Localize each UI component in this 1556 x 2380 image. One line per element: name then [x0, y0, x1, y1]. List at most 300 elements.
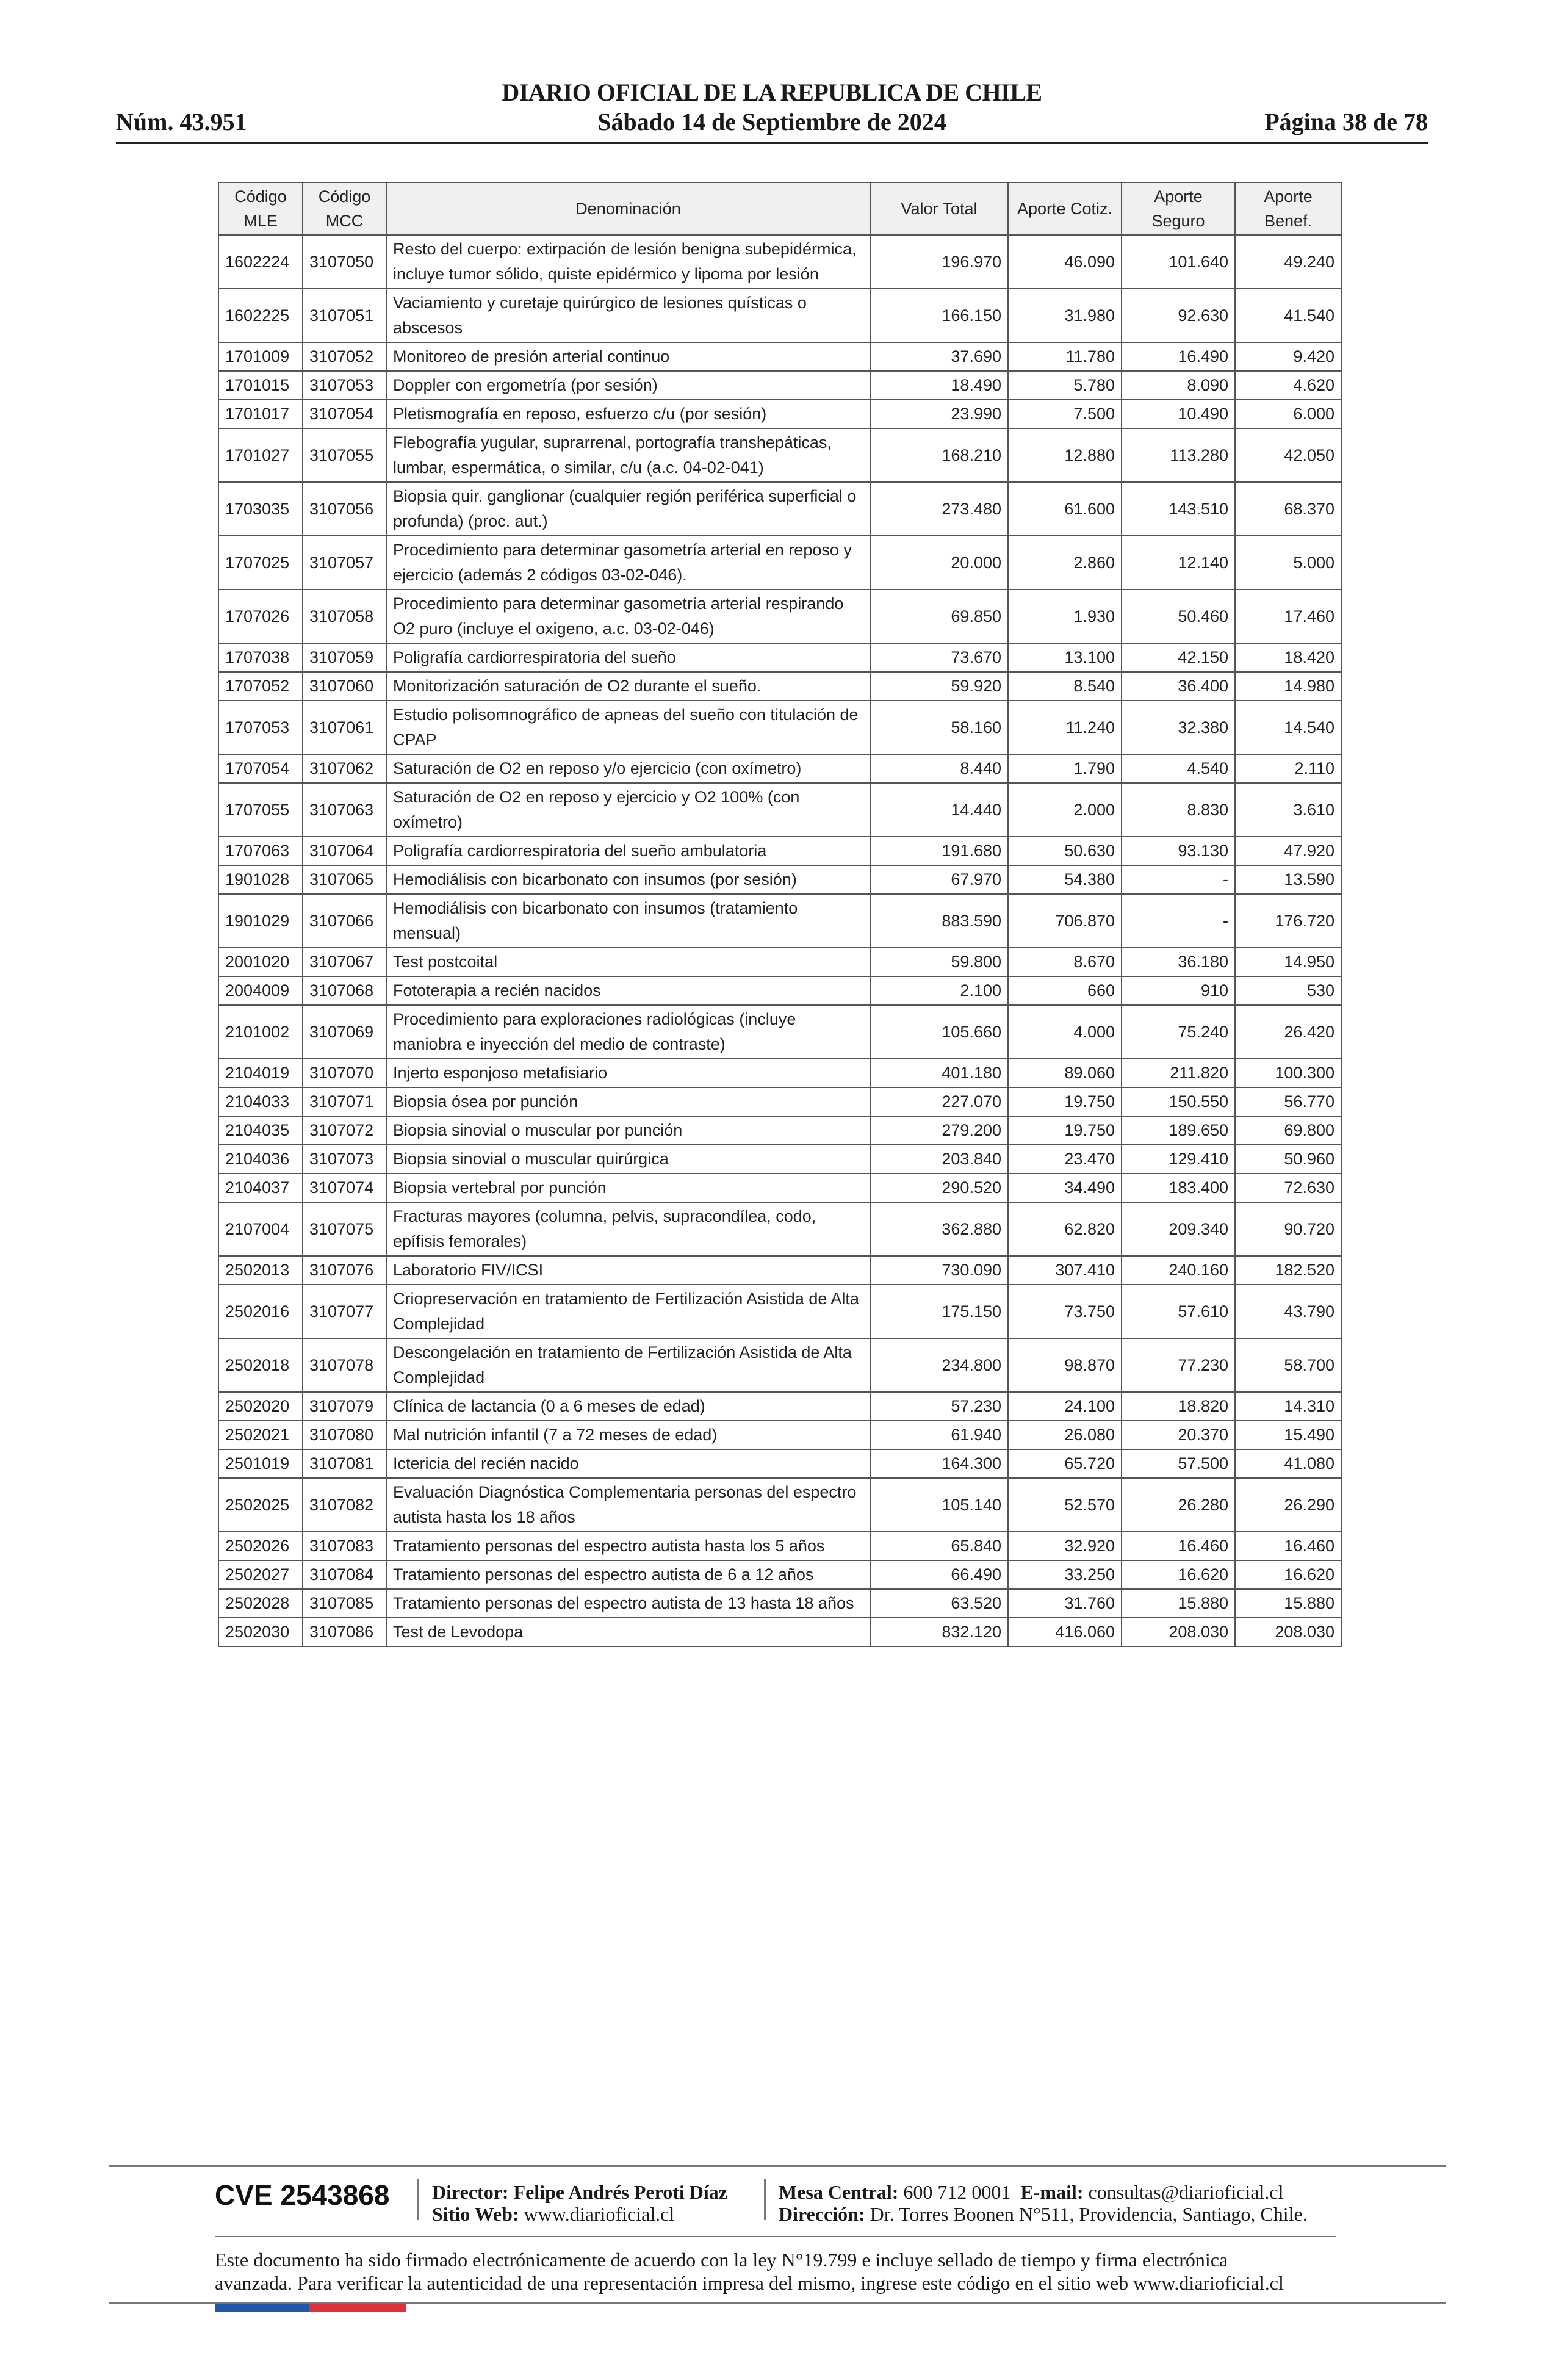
cell-codigo-mle: 2101002 [218, 1005, 303, 1059]
cell-aporte-cotiz: 19.750 [1008, 1116, 1122, 1145]
cell-aporte-seguro: 910 [1122, 976, 1235, 1005]
address-value: Dr. Torres Boonen N°511, Providencia, Santiago, Chile. [870, 2203, 1308, 2225]
cell-codigo-mcc: 3107079 [303, 1392, 386, 1421]
cell-codigo-mcc: 3107054 [303, 400, 386, 428]
mesa-value: 600 712 0001 [903, 2181, 1011, 2203]
cell-aporte-seguro: 18.820 [1122, 1392, 1235, 1421]
cell-denominacion: Ictericia del recién nacido [386, 1449, 870, 1478]
cell-denominacion: Vaciamiento y curetaje quirúrgico de lesiones quísticas o abscesos [386, 289, 870, 342]
table-row [218, 1532, 1341, 1560]
cell-valor-total: 191.680 [870, 837, 1008, 865]
cell-aporte-seguro: 36.400 [1122, 672, 1235, 701]
cell-codigo-mle: 2502025 [218, 1478, 303, 1532]
legal-notice [215, 2248, 1350, 2295]
cell-codigo-mcc: 3107077 [303, 1285, 386, 1338]
director-name: Felipe Andrés Peroti Díaz [513, 2181, 727, 2203]
cell-aporte-seguro: 42.150 [1122, 643, 1235, 672]
cell-aporte-cotiz: 52.570 [1008, 1478, 1122, 1532]
table-row [218, 701, 1341, 754]
cell-aporte-seguro: 113.280 [1122, 428, 1235, 482]
cell-codigo-mcc: 3107075 [303, 1202, 386, 1256]
cell-denominacion: Evaluación Diagnóstica Complementaria personas del espectro autista hasta los 18 años [386, 1478, 870, 1532]
cell-aporte-benef: 14.310 [1235, 1392, 1341, 1421]
cell-valor-total: 73.670 [870, 643, 1008, 672]
table-row [218, 342, 1341, 371]
cell-aporte-benef: 72.630 [1235, 1174, 1341, 1202]
cell-codigo-mcc: 3107071 [303, 1087, 386, 1116]
cell-aporte-benef: 41.540 [1235, 289, 1341, 342]
cell-denominacion: Tratamiento personas del espectro autista hasta los 5 años [386, 1532, 870, 1560]
cell-codigo-mle: 2502028 [218, 1589, 303, 1618]
cell-codigo-mle: 2502026 [218, 1532, 303, 1560]
cell-codigo-mcc: 3107078 [303, 1338, 386, 1392]
cell-codigo-mcc: 3107073 [303, 1145, 386, 1174]
table-row [218, 1005, 1341, 1059]
flag-bar-red [309, 2304, 406, 2312]
header-aporte-seguro: Aporte Seguro [1122, 182, 1235, 235]
cell-denominacion: Criopreservación en tratamiento de Fertilización Asistida de Alta Complejidad [386, 1285, 870, 1338]
cell-aporte-benef: 68.370 [1235, 482, 1341, 536]
cell-aporte-cotiz: 706.870 [1008, 894, 1122, 948]
cell-aporte-cotiz: 62.820 [1008, 1202, 1122, 1256]
cell-denominacion: Clínica de lactancia (0 a 6 meses de edad) [386, 1392, 870, 1421]
issue-number: Núm. 43.951 [116, 108, 247, 135]
footer-director-block [432, 2181, 727, 2225]
cell-valor-total: 59.920 [870, 672, 1008, 701]
legal-line-1: Este documento ha sido firmado electrónicamente de acuerdo con la ley N°19.799 e incluye sellado de tiempo y firma electrónica [215, 2249, 1228, 2271]
cell-aporte-seguro: 208.030 [1122, 1618, 1235, 1646]
cell-aporte-cotiz: 2.000 [1008, 783, 1122, 837]
cell-valor-total: 168.210 [870, 428, 1008, 482]
cell-denominacion: Fracturas mayores (columna, pelvis, supracondílea, codo, epífisis femorales) [386, 1202, 870, 1256]
cell-aporte-cotiz: 34.490 [1008, 1174, 1122, 1202]
cell-aporte-seguro: 240.160 [1122, 1256, 1235, 1285]
cell-aporte-cotiz: 2.860 [1008, 536, 1122, 590]
cell-codigo-mcc: 3107085 [303, 1589, 386, 1618]
table-row [218, 894, 1341, 948]
cell-codigo-mle: 1701009 [218, 342, 303, 371]
header-aporte-benef: Aporte Benef. [1235, 182, 1341, 235]
footer-contact-block [779, 2181, 1308, 2225]
table-row [218, 428, 1341, 482]
table-row [218, 1449, 1341, 1478]
table-row [218, 536, 1341, 590]
cell-valor-total: 832.120 [870, 1618, 1008, 1646]
cell-denominacion: Injerto esponjoso metafisiario [386, 1059, 870, 1087]
cell-valor-total: 61.940 [870, 1421, 1008, 1449]
cell-aporte-cotiz: 73.750 [1008, 1285, 1122, 1338]
cell-codigo-mle: 2501019 [218, 1449, 303, 1478]
table-row [218, 1285, 1341, 1338]
cell-aporte-benef: 26.420 [1235, 1005, 1341, 1059]
cell-denominacion: Biopsia sinovial o muscular quirúrgica [386, 1145, 870, 1174]
cell-aporte-seguro: 10.490 [1122, 400, 1235, 428]
cell-aporte-cotiz: 11.780 [1008, 342, 1122, 371]
cell-codigo-mle: 2502020 [218, 1392, 303, 1421]
cell-codigo-mle: 1707025 [218, 536, 303, 590]
cell-denominacion: Test de Levodopa [386, 1618, 870, 1646]
cell-codigo-mle: 2502027 [218, 1560, 303, 1589]
cell-valor-total: 401.180 [870, 1059, 1008, 1087]
cell-aporte-cotiz: 1.790 [1008, 754, 1122, 783]
cell-aporte-cotiz: 65.720 [1008, 1449, 1122, 1478]
cell-valor-total: 234.800 [870, 1338, 1008, 1392]
cell-codigo-mcc: 3107050 [303, 235, 386, 289]
cell-valor-total: 730.090 [870, 1256, 1008, 1285]
cell-valor-total: 105.140 [870, 1478, 1008, 1532]
cell-codigo-mcc: 3107056 [303, 482, 386, 536]
header-rule [116, 142, 1428, 144]
cell-valor-total: 67.970 [870, 865, 1008, 894]
cell-aporte-benef: 50.960 [1235, 1145, 1341, 1174]
cell-denominacion: Biopsia vertebral por punción [386, 1174, 870, 1202]
cell-aporte-cotiz: 23.470 [1008, 1145, 1122, 1174]
cell-codigo-mle: 2502016 [218, 1285, 303, 1338]
cell-aporte-benef: 14.980 [1235, 672, 1341, 701]
cell-codigo-mle: 1707054 [218, 754, 303, 783]
cell-aporte-seguro: - [1122, 894, 1235, 948]
cell-aporte-seguro: - [1122, 865, 1235, 894]
table-header-row [218, 182, 1341, 235]
cell-codigo-mcc: 3107086 [303, 1618, 386, 1646]
cell-denominacion: Monitoreo de presión arterial continuo [386, 342, 870, 371]
cell-valor-total: 8.440 [870, 754, 1008, 783]
table-row [218, 672, 1341, 701]
cell-valor-total: 14.440 [870, 783, 1008, 837]
cell-aporte-cotiz: 31.980 [1008, 289, 1122, 342]
cell-denominacion: Fototerapia a recién nacidos [386, 976, 870, 1005]
cell-codigo-mle: 2104019 [218, 1059, 303, 1087]
cell-denominacion: Monitorización saturación de O2 durante el sueño. [386, 672, 870, 701]
table-body [218, 235, 1341, 1646]
table-row [218, 400, 1341, 428]
table-row [218, 1087, 1341, 1116]
cell-codigo-mcc: 3107084 [303, 1560, 386, 1589]
cell-codigo-mle: 1707052 [218, 672, 303, 701]
cell-aporte-seguro: 209.340 [1122, 1202, 1235, 1256]
cell-codigo-mle: 1602224 [218, 235, 303, 289]
cell-aporte-benef: 26.290 [1235, 1478, 1341, 1532]
cell-aporte-benef: 41.080 [1235, 1449, 1341, 1478]
cell-denominacion: Test postcoital [386, 948, 870, 976]
cell-codigo-mle: 1707026 [218, 590, 303, 643]
cell-codigo-mle: 2104036 [218, 1145, 303, 1174]
cell-aporte-benef: 15.880 [1235, 1589, 1341, 1618]
table-row [218, 643, 1341, 672]
cell-valor-total: 23.990 [870, 400, 1008, 428]
cell-valor-total: 279.200 [870, 1116, 1008, 1145]
cell-aporte-seguro: 150.550 [1122, 1087, 1235, 1116]
cell-aporte-benef: 14.540 [1235, 701, 1341, 754]
cell-codigo-mle: 2107004 [218, 1202, 303, 1256]
cell-aporte-cotiz: 11.240 [1008, 701, 1122, 754]
cell-aporte-seguro: 8.830 [1122, 783, 1235, 837]
table-row [218, 865, 1341, 894]
table-row [218, 1145, 1341, 1174]
cell-codigo-mcc: 3107066 [303, 894, 386, 948]
cell-aporte-seguro: 101.640 [1122, 235, 1235, 289]
cell-valor-total: 227.070 [870, 1087, 1008, 1116]
cell-codigo-mcc: 3107065 [303, 865, 386, 894]
cell-denominacion: Biopsia sinovial o muscular por punción [386, 1116, 870, 1145]
newspaper-title: DIARIO OFICIAL DE LA REPUBLICA DE CHILE [502, 79, 1042, 106]
table-row [218, 1392, 1341, 1421]
mesa-label: Mesa Central: [779, 2181, 899, 2203]
cell-aporte-seguro: 183.400 [1122, 1174, 1235, 1202]
cell-codigo-mcc: 3107069 [303, 1005, 386, 1059]
cell-aporte-cotiz: 307.410 [1008, 1256, 1122, 1285]
cell-valor-total: 58.160 [870, 701, 1008, 754]
cell-denominacion: Hemodiálisis con bicarbonato con insumos (por sesión) [386, 865, 870, 894]
cell-codigo-mle: 1707055 [218, 783, 303, 837]
cell-denominacion: Biopsia ósea por punción [386, 1087, 870, 1116]
cell-codigo-mcc: 3107070 [303, 1059, 386, 1087]
cell-valor-total: 362.880 [870, 1202, 1008, 1256]
cell-aporte-seguro: 57.610 [1122, 1285, 1235, 1338]
header-valor-total: Valor Total [870, 182, 1008, 235]
cell-aporte-benef: 17.460 [1235, 590, 1341, 643]
cell-aporte-cotiz: 416.060 [1008, 1618, 1122, 1646]
cell-aporte-benef: 530 [1235, 976, 1341, 1005]
cell-aporte-seguro: 32.380 [1122, 701, 1235, 754]
director-label: Director: [432, 2181, 509, 2203]
table-row [218, 235, 1341, 289]
cell-valor-total: 203.840 [870, 1145, 1008, 1174]
cell-denominacion: Procedimiento para determinar gasometría arterial en reposo y ejercicio (además 2 códigos 03-02-046). [386, 536, 870, 590]
cell-aporte-benef: 15.490 [1235, 1421, 1341, 1449]
cell-aporte-seguro: 92.630 [1122, 289, 1235, 342]
cell-aporte-seguro: 189.650 [1122, 1116, 1235, 1145]
cell-denominacion: Descongelación en tratamiento de Fertilización Asistida de Alta Complejidad [386, 1338, 870, 1392]
cell-aporte-seguro: 26.280 [1122, 1478, 1235, 1532]
cell-valor-total: 175.150 [870, 1285, 1008, 1338]
cell-valor-total: 273.480 [870, 482, 1008, 536]
cell-codigo-mcc: 3107074 [303, 1174, 386, 1202]
cell-aporte-benef: 6.000 [1235, 400, 1341, 428]
cell-codigo-mle: 2502018 [218, 1338, 303, 1392]
table-row [218, 783, 1341, 837]
cell-codigo-mcc: 3107060 [303, 672, 386, 701]
footer-rule-middle [215, 2236, 1336, 2237]
table-row [218, 590, 1341, 643]
cell-aporte-cotiz: 89.060 [1008, 1059, 1122, 1087]
cell-aporte-seguro: 57.500 [1122, 1449, 1235, 1478]
cell-valor-total: 69.850 [870, 590, 1008, 643]
table-row [218, 1059, 1341, 1087]
cell-codigo-mcc: 3107062 [303, 754, 386, 783]
cell-aporte-benef: 47.920 [1235, 837, 1341, 865]
cell-aporte-seguro: 8.090 [1122, 371, 1235, 400]
cell-aporte-cotiz: 1.930 [1008, 590, 1122, 643]
cell-denominacion: Biopsia quir. ganglionar (cualquier región periférica superficial o profunda) (proc. aut.) [386, 482, 870, 536]
cell-valor-total: 66.490 [870, 1560, 1008, 1589]
cell-aporte-benef: 18.420 [1235, 643, 1341, 672]
cell-denominacion: Poligrafía cardiorrespiratoria del sueño [386, 643, 870, 672]
cell-aporte-benef: 14.950 [1235, 948, 1341, 976]
cell-aporte-seguro: 16.620 [1122, 1560, 1235, 1589]
page-header [116, 78, 1428, 145]
cell-aporte-seguro: 36.180 [1122, 948, 1235, 976]
cell-codigo-mle: 2502021 [218, 1421, 303, 1449]
cell-codigo-mcc: 3107058 [303, 590, 386, 643]
cell-denominacion: Laboratorio FIV/ICSI [386, 1256, 870, 1285]
table-row [218, 1116, 1341, 1145]
cell-aporte-seguro: 15.880 [1122, 1589, 1235, 1618]
cell-aporte-cotiz: 4.000 [1008, 1005, 1122, 1059]
cell-codigo-mle: 2001020 [218, 948, 303, 976]
address-label: Dirección: [779, 2203, 865, 2225]
cell-valor-total: 166.150 [870, 289, 1008, 342]
cell-codigo-mle: 2104033 [218, 1087, 303, 1116]
cve-code: CVE 2543868 [215, 2179, 390, 2211]
cell-aporte-benef: 16.460 [1235, 1532, 1341, 1560]
cell-valor-total: 57.230 [870, 1392, 1008, 1421]
cell-aporte-seguro: 20.370 [1122, 1421, 1235, 1449]
cell-codigo-mcc: 3107051 [303, 289, 386, 342]
cell-aporte-cotiz: 98.870 [1008, 1338, 1122, 1392]
cell-denominacion: Tratamiento personas del espectro autista de 13 hasta 18 años [386, 1589, 870, 1618]
cell-codigo-mcc: 3107068 [303, 976, 386, 1005]
cell-codigo-mle: 1701015 [218, 371, 303, 400]
cell-aporte-benef: 182.520 [1235, 1256, 1341, 1285]
cell-denominacion: Resto del cuerpo: extirpación de lesión benigna subepidérmica, incluye tumor sólido, quiste epidérmico y lipoma por lesión [386, 235, 870, 289]
cell-valor-total: 37.690 [870, 342, 1008, 371]
cell-aporte-cotiz: 32.920 [1008, 1532, 1122, 1560]
cell-aporte-benef: 56.770 [1235, 1087, 1341, 1116]
web-label: Sitio Web: [432, 2203, 519, 2225]
tariff-table [218, 182, 1342, 1647]
cell-aporte-seguro: 12.140 [1122, 536, 1235, 590]
cell-codigo-mcc: 3107057 [303, 536, 386, 590]
cell-aporte-cotiz: 8.670 [1008, 948, 1122, 976]
table-row [218, 1589, 1341, 1618]
cell-denominacion: Flebografía yugular, suprarrenal, portografía transhepáticas, lumbar, espermática, o similar, c/u (a.c. 04-02-041) [386, 428, 870, 482]
cell-aporte-cotiz: 61.600 [1008, 482, 1122, 536]
cell-aporte-seguro: 211.820 [1122, 1059, 1235, 1087]
cell-aporte-cotiz: 13.100 [1008, 643, 1122, 672]
cell-denominacion: Poligrafía cardiorrespiratoria del sueño ambulatoria [386, 837, 870, 865]
table-row [218, 371, 1341, 400]
cell-aporte-benef: 3.610 [1235, 783, 1341, 837]
web-value: www.diarioficial.cl [524, 2203, 675, 2225]
cell-denominacion: Procedimiento para determinar gasometría arterial respirando O2 puro (incluye el oxigeno, a.c. 03-02-046) [386, 590, 870, 643]
cell-aporte-cotiz: 5.780 [1008, 371, 1122, 400]
cell-valor-total: 59.800 [870, 948, 1008, 976]
header-codigo-mcc: Código MCC [303, 182, 386, 235]
legal-line-2: avanzada. Para verificar la autenticidad de una representación impresa del mismo, ingrese este código en el sitio web www.diarioficial.cl [215, 2272, 1284, 2294]
cell-valor-total: 105.660 [870, 1005, 1008, 1059]
table-row [218, 1478, 1341, 1532]
cell-aporte-benef: 2.110 [1235, 754, 1341, 783]
header-codigo-mle: Código MLE [218, 182, 303, 235]
table-row [218, 1174, 1341, 1202]
cell-codigo-mle: 2502013 [218, 1256, 303, 1285]
cell-codigo-mle: 1701027 [218, 428, 303, 482]
email-label: E-mail: [1020, 2181, 1084, 2203]
cell-codigo-mcc: 3107055 [303, 428, 386, 482]
page-number: Página 38 de 78 [1264, 108, 1428, 135]
email-value: consultas@diarioficial.cl [1088, 2181, 1284, 2203]
cell-codigo-mcc: 3107080 [303, 1421, 386, 1449]
cell-aporte-seguro: 4.540 [1122, 754, 1235, 783]
cell-denominacion: Estudio polisomnográfico de apneas del sueño con titulación de CPAP [386, 701, 870, 754]
cell-aporte-cotiz: 12.880 [1008, 428, 1122, 482]
cell-aporte-seguro: 129.410 [1122, 1145, 1235, 1174]
cell-denominacion: Saturación de O2 en reposo y/o ejercicio (con oxímetro) [386, 754, 870, 783]
cell-aporte-benef: 43.790 [1235, 1285, 1341, 1338]
cell-codigo-mcc: 3107059 [303, 643, 386, 672]
footer-separator [417, 2179, 419, 2220]
footer-rule-top [109, 2165, 1446, 2167]
cell-aporte-seguro: 75.240 [1122, 1005, 1235, 1059]
cell-codigo-mle: 1901028 [218, 865, 303, 894]
cell-codigo-mcc: 3107052 [303, 342, 386, 371]
cell-codigo-mcc: 3107082 [303, 1478, 386, 1532]
cell-aporte-cotiz: 660 [1008, 976, 1122, 1005]
table-row [218, 1560, 1341, 1589]
cell-codigo-mcc: 3107064 [303, 837, 386, 865]
header-denominacion: Denominación [386, 182, 870, 235]
cell-valor-total: 290.520 [870, 1174, 1008, 1202]
cell-codigo-mle: 1602225 [218, 289, 303, 342]
cell-aporte-seguro: 143.510 [1122, 482, 1235, 536]
cell-aporte-benef: 176.720 [1235, 894, 1341, 948]
footer-separator [764, 2179, 766, 2220]
cell-valor-total: 18.490 [870, 371, 1008, 400]
issue-date: Sábado 14 de Septiembre de 2024 [597, 108, 946, 135]
cell-aporte-benef: 69.800 [1235, 1116, 1341, 1145]
cell-aporte-seguro: 50.460 [1122, 590, 1235, 643]
cell-codigo-mle: 2004009 [218, 976, 303, 1005]
cell-codigo-mle: 2104037 [218, 1174, 303, 1202]
cell-denominacion: Mal nutrición infantil (7 a 72 meses de edad) [386, 1421, 870, 1449]
table-row [218, 482, 1341, 536]
cell-aporte-cotiz: 50.630 [1008, 837, 1122, 865]
table-row [218, 976, 1341, 1005]
cell-aporte-benef: 5.000 [1235, 536, 1341, 590]
cell-denominacion: Hemodiálisis con bicarbonato con insumos (tratamiento mensual) [386, 894, 870, 948]
cell-aporte-cotiz: 54.380 [1008, 865, 1122, 894]
cell-aporte-benef: 9.420 [1235, 342, 1341, 371]
table-row [218, 754, 1341, 783]
cell-denominacion: Pletismografía en reposo, esfuerzo c/u (por sesión) [386, 400, 870, 428]
cell-codigo-mle: 1703035 [218, 482, 303, 536]
cell-valor-total: 65.840 [870, 1532, 1008, 1560]
cell-aporte-benef: 16.620 [1235, 1560, 1341, 1589]
cell-aporte-benef: 4.620 [1235, 371, 1341, 400]
cell-aporte-benef: 90.720 [1235, 1202, 1341, 1256]
cell-codigo-mle: 1707063 [218, 837, 303, 865]
cell-codigo-mle: 1901029 [218, 894, 303, 948]
cell-aporte-cotiz: 24.100 [1008, 1392, 1122, 1421]
cell-aporte-cotiz: 8.540 [1008, 672, 1122, 701]
cell-codigo-mle: 1707053 [218, 701, 303, 754]
cell-aporte-cotiz: 19.750 [1008, 1087, 1122, 1116]
flag-bar-blue [215, 2304, 309, 2312]
cell-aporte-cotiz: 33.250 [1008, 1560, 1122, 1589]
cell-aporte-benef: 42.050 [1235, 428, 1341, 482]
cell-valor-total: 883.590 [870, 894, 1008, 948]
cell-denominacion: Saturación de O2 en reposo y ejercicio y O2 100% (con oxímetro) [386, 783, 870, 837]
table-row [218, 289, 1341, 342]
table-row [218, 1256, 1341, 1285]
cell-aporte-cotiz: 31.760 [1008, 1589, 1122, 1618]
table-row [218, 1202, 1341, 1256]
cell-valor-total: 2.100 [870, 976, 1008, 1005]
cell-codigo-mcc: 3107081 [303, 1449, 386, 1478]
cell-codigo-mcc: 3107076 [303, 1256, 386, 1285]
cell-codigo-mle: 2502030 [218, 1618, 303, 1646]
